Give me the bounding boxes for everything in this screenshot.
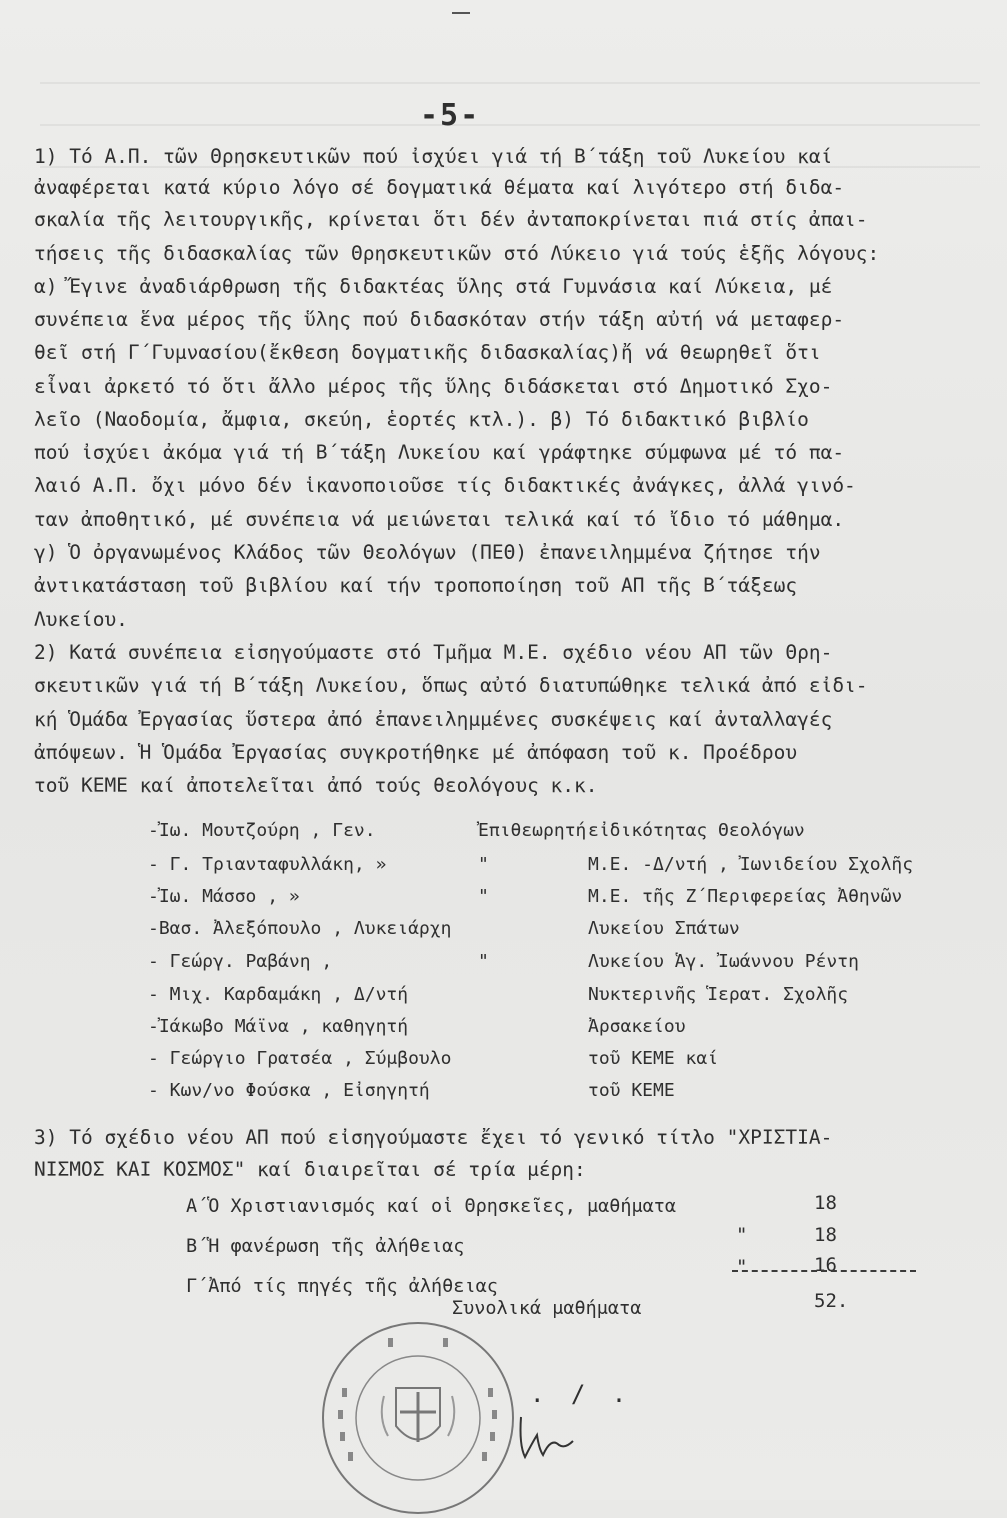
member-name: -Βασ. Ἀλεξόπουλο , Λυκειάρχη: [148, 918, 452, 939]
member-role: Ἐπιθεωρητή: [478, 820, 587, 841]
member-row: [148, 820, 805, 841]
member-row: [148, 1080, 675, 1101]
member-name: - Μιχ. Καρδαμάκη , Δ/ντή: [148, 984, 409, 1005]
member-detail: Λυκείου Ἁγ. Ἰωάννου Ρέντη: [588, 951, 859, 972]
section-2-line: κή Ὁμάδα Ἐργασίας ὕστερα ἀπό ἐπανειλημμένες συσκέψεις καί ἀνταλλαγές: [34, 708, 833, 731]
section-1-line: λαιό Α.Π. ὄχι μόνο δέν ἱκανοποιοῦσε τίς διδακτικές ἀνάγκες, ἀλλά γινό-: [34, 474, 856, 497]
section-1-line: Λυκείου.: [34, 608, 128, 631]
member-role: ": [478, 886, 489, 907]
member-detail: τοῦ ΚΕΜΕ: [588, 1080, 675, 1101]
member-row: [148, 1016, 686, 1037]
section-1-line: γ) Ὁ ὀργανωμένος Κλάδος τῶν Θεολόγων (ΠΕΘ) ἐπανειλημμένα ζήτησε τήν: [34, 541, 821, 564]
member-detail: Μ.Ε. -Δ/ντή , Ἰωνιδείου Σχολῆς: [588, 854, 914, 875]
member-row: [148, 918, 740, 939]
section-2-line: 2) Κατά συνέπεια εἰσηγούμαστε στό Τμῆμα Μ.Ε. σχέδιο νέου ΑΠ τῶν Θρη-: [34, 641, 833, 664]
page-number: -5-: [420, 98, 481, 133]
continuation-mark: . / .: [530, 1380, 633, 1408]
member-detail: Λυκείου Σπάτων: [588, 918, 740, 939]
official-stamp-icon: [318, 1318, 518, 1518]
member-row: [148, 1048, 718, 1069]
member-detail: Μ.Ε. τῆς Ζ΄Περιφερείας Ἀθηνῶν: [588, 886, 903, 907]
member-role: ": [478, 951, 489, 972]
part-a-label: Α΄Ὁ Χριστιανισμός καί οἱ Θρησκεῖες, μαθήματα: [186, 1196, 677, 1217]
part-b-count: 18: [814, 1224, 837, 1246]
section-3-line: 3) Τό σχέδιο νέου ΑΠ πού εἰσηγούμαστε ἔχει τό γενικό τίτλο "ΧΡΙΣΤΙΑ-: [34, 1126, 833, 1149]
member-role: ": [478, 854, 489, 875]
part-c-ditto: ": [736, 1256, 748, 1278]
section-1-line: τήσεις τῆς διδασκαλίας τῶν Θρησκευτικῶν στό Λύκειο γιά τούς ἑξῆς λόγους:: [34, 242, 880, 265]
section-1-line: ἀντικατάσταση τοῦ βιβλίου καί τήν τροποποίηση τοῦ ΑΠ τῆς Β΄τάξεως: [34, 574, 798, 597]
part-b-ditto: ": [736, 1224, 748, 1246]
member-name: - Γεώργ. Ραβάνη ,: [148, 951, 333, 972]
signature-icon: [515, 1405, 585, 1465]
member-name: - Κων/νο Φούσκα , Εἰσηγητή: [148, 1080, 430, 1101]
member-name: - Γ. Τριανταφυλλάκη, »: [148, 854, 387, 875]
section-1-line: ταν ἀποθητικό, μέ συνέπεια νά μειώνεται τελικά καί τό ἴδιο τό μάθημα.: [34, 508, 845, 531]
section-1-line: σκαλία τῆς λειτουργικῆς, κρίνεται ὅτι δέν ἀνταποκρίνεται πιά στίς ἀπαι-: [34, 208, 868, 231]
member-row: [148, 854, 913, 875]
sum-rule: [732, 1270, 916, 1272]
section-1-line: συνέπεια ἕνα μέρος τῆς ὕλης πού διδασκόταν στήν τάξη αὐτή νά μεταφερ-: [34, 308, 845, 331]
section-3-line: ΝΙΣΜΟΣ ΚΑΙ ΚΟΣΜΟΣ" καί διαιρεῖται σέ τρία μέρη:: [34, 1158, 586, 1181]
part-a-count: 18: [814, 1192, 837, 1214]
section-1-line: λεῖο (Ναοδομία, ἄμφια, σκεύη, ἑορτές κτλ.). β) Τό διδακτικό βιβλίο: [34, 408, 809, 431]
member-name: - Γεώργιο Γρατσέα , Σύμβουλο: [148, 1048, 452, 1069]
total-label: Συνολικά μαθήματα: [452, 1298, 642, 1319]
member-detail: Νυκτερινῆς Ἱερατ. Σχολῆς: [588, 984, 849, 1005]
section-2-line: σκευτικῶν γιά τή Β΄τάξη Λυκείου, ὅπως αὐτό διατυπώθηκε τελικά ἀπό εἰδι-: [34, 674, 868, 697]
member-detail: τοῦ ΚΕΜΕ καί: [588, 1048, 719, 1069]
section-1-line: εἶναι ἀρκετό τό ὅτι ἄλλο μέρος τῆς ὕλης διδάσκεται στό Δημοτικό Σχο-: [34, 375, 833, 398]
section-1-line: πού ἰσχύει ἀκόμα γιά τή Β΄τάξη Λυκείου καί γράφτηκε σύμφωνα μέ τό πα-: [34, 441, 845, 464]
member-detail: Ἀρσακείου: [588, 1016, 686, 1037]
section-2-line: ἀπόψεων. Ἡ Ὁμάδα Ἐργασίας συγκροτήθηκε μέ ἀπόφαση τοῦ κ. Προέδρου: [34, 741, 798, 764]
section-1-line: ἀναφέρεται κατά κύριο λόγο σέ δογματικά θέματα καί λιγότερο στή διδα-: [34, 176, 845, 199]
member-row: [148, 886, 902, 907]
section-1-line: θεῖ στή Γ΄Γυμνασίου(ἔκθεση δογματικῆς διδασκαλίας)ἤ νά θεωρηθεῖ ὅτι: [34, 341, 821, 364]
member-name: -Ἰάκωβο Μάϊνα , καθηγητή: [148, 1016, 409, 1037]
section-2-line: τοῦ ΚΕΜΕ καί ἀποτελεῖται ἀπό τούς θεολόγους κ.κ.: [34, 774, 598, 797]
coat-of-arms-icon: [382, 1388, 455, 1442]
section-1-line: α) Ἔγινε ἀναδιάρθρωση τῆς διδακτέας ὕλης στά Γυμνάσια καί Λύκεια, μέ: [34, 275, 833, 298]
member-row: [148, 951, 859, 972]
part-c-count: 16: [814, 1254, 837, 1276]
top-mark: [452, 12, 470, 14]
member-detail: εἰδικότητας Θεολόγων: [588, 820, 805, 841]
part-b-label: Β΄Ἡ φανέρωση τῆς ἀλήθειας: [186, 1236, 465, 1257]
part-c-label: Γ΄Ἀπό τίς πηγές τῆς ἀλήθειας: [186, 1276, 498, 1297]
member-row: [148, 984, 848, 1005]
total-count: 52.: [814, 1290, 849, 1312]
member-name: -Ἰω. Μάσσο , »: [148, 886, 300, 907]
member-name: -Ἰω. Μουτζούρη , Γεν.: [148, 820, 376, 841]
section-1-line: 1) Τό Α.Π. τῶν Θρησκευτικῶν πού ἰσχύει γιά τή Β΄τάξη τοῦ Λυκείου καί: [34, 145, 833, 168]
